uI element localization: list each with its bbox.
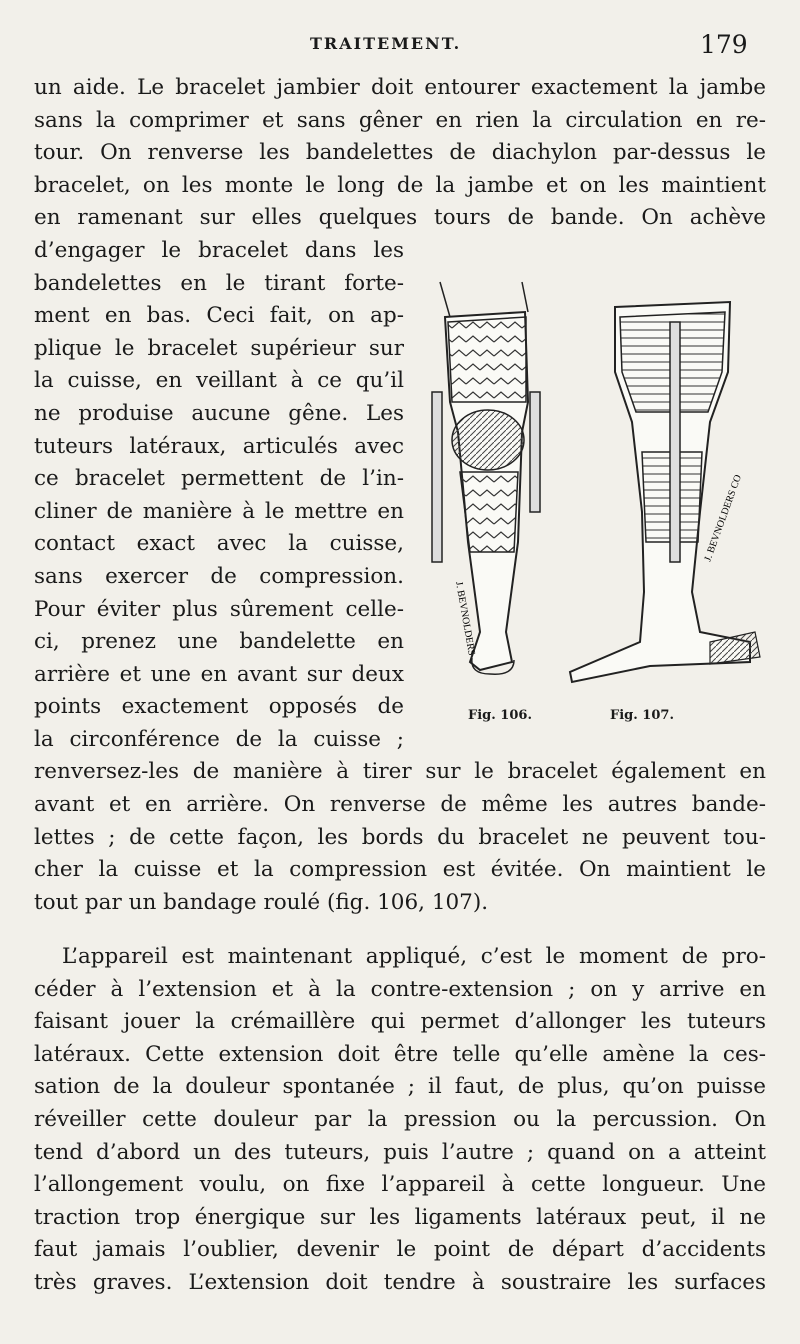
text-line: d’engager le bracelet dans les	[34, 237, 404, 263]
text-line: tour. On renverse les bandelettes de diachylon par-dessus le	[34, 140, 766, 166]
text-line: points exactement opposés de	[34, 694, 404, 720]
text-line: plique le bracelet supérieur sur	[34, 335, 404, 361]
text-line: cliner de manière à le mettre en	[34, 498, 404, 524]
text-line: ne produise aucune gêne. Les	[34, 400, 404, 426]
text-line: l’allongement voulu, on fixe l’appareil à cette longueur. Une	[34, 1172, 766, 1198]
fig106-signature: J. BEVNOLDERS	[453, 580, 477, 657]
text-line: tuteurs latéraux, articulés avec	[34, 433, 404, 459]
fig-107-caption: Fig. 107.	[610, 708, 674, 723]
page-header	[0, 30, 800, 60]
figure-106-107	[410, 262, 770, 732]
text-line: L’appareil est maintenant appliqué, c’est le moment de pro-	[62, 944, 766, 969]
fig107-signature: J. BEVNOLDERS CO	[702, 473, 745, 564]
figure-107-drawing	[570, 302, 760, 682]
text-line: avant et en arrière. On renverse de même les autres bande-	[34, 792, 766, 818]
fig-106-caption: Fig. 106.	[468, 708, 532, 723]
text-line: faisant jouer la crémaillère qui permet d’allonger les tuteurs	[34, 1009, 766, 1035]
text-line: sans exercer de compression.	[34, 563, 404, 589]
text-line: tout par un bandage roulé (fig. 106, 107).	[34, 889, 489, 915]
figure-106-drawing	[432, 282, 540, 674]
text-line: faut jamais l’oublier, devenir le point de départ d’accidents	[34, 1237, 766, 1263]
page-number: 179	[700, 30, 748, 59]
text-line: très graves. L’extension doit tendre à soustraire les surfaces	[34, 1269, 766, 1295]
text-line: ce bracelet permettent de l’in-	[34, 466, 404, 492]
text-line: sans la comprimer et sans gêner en rien la circulation en re-	[34, 107, 766, 133]
text-line: arrière et une en avant sur deux	[34, 661, 404, 687]
running-head: TRAITEMENT.	[310, 34, 462, 53]
text-line: ci, prenez une bandelette en	[34, 629, 404, 655]
text-line: en ramenant sur elles quelques tours de bande. On achève	[34, 205, 766, 231]
paragraph-2	[34, 941, 766, 1300]
text-line: réveiller cette douleur par la pression ou la percussion. On	[34, 1106, 766, 1132]
text-line: sation de la douleur spontanée ; il faut, de plus, qu’on puisse	[34, 1074, 766, 1100]
text-line: latéraux. Cette extension doit être telle qu’elle amène la ces-	[34, 1041, 766, 1067]
text-line: un aide. Le bracelet jambier doit entourer exactement la jambe	[34, 75, 766, 100]
text-line: la circonférence de la cuisse ;	[34, 726, 404, 752]
text-line: traction trop énergique sur les ligaments latéraux peut, il ne	[34, 1204, 766, 1230]
text-line: contact exact avec la cuisse,	[34, 531, 404, 557]
text-line: céder à l’extension et à la contre-extension ; on y arrive en	[34, 976, 766, 1002]
text-line: renversez-les de manière à tirer sur le bracelet également en	[34, 759, 766, 785]
text-line: bandelettes en le tirant forte-	[34, 270, 404, 296]
text-line: Pour éviter plus sûrement celle-	[34, 596, 404, 622]
text-line: bracelet, on les monte le long de la jambe et on les maintient	[34, 172, 766, 198]
text-line: la cuisse, en veillant à ce qu’il	[34, 368, 404, 394]
text-line: tend d’abord un des tuteurs, puis l’autre ; quand on a atteint	[34, 1139, 766, 1165]
text-line: ment en bas. Ceci fait, on ap-	[34, 303, 404, 329]
text-line: cher la cuisse et la compression est évitée. On maintient le	[34, 857, 766, 883]
text-line: lettes ; de cette façon, les bords du bracelet ne peuvent tou-	[34, 824, 766, 850]
leg-brace-illustration	[410, 262, 770, 702]
